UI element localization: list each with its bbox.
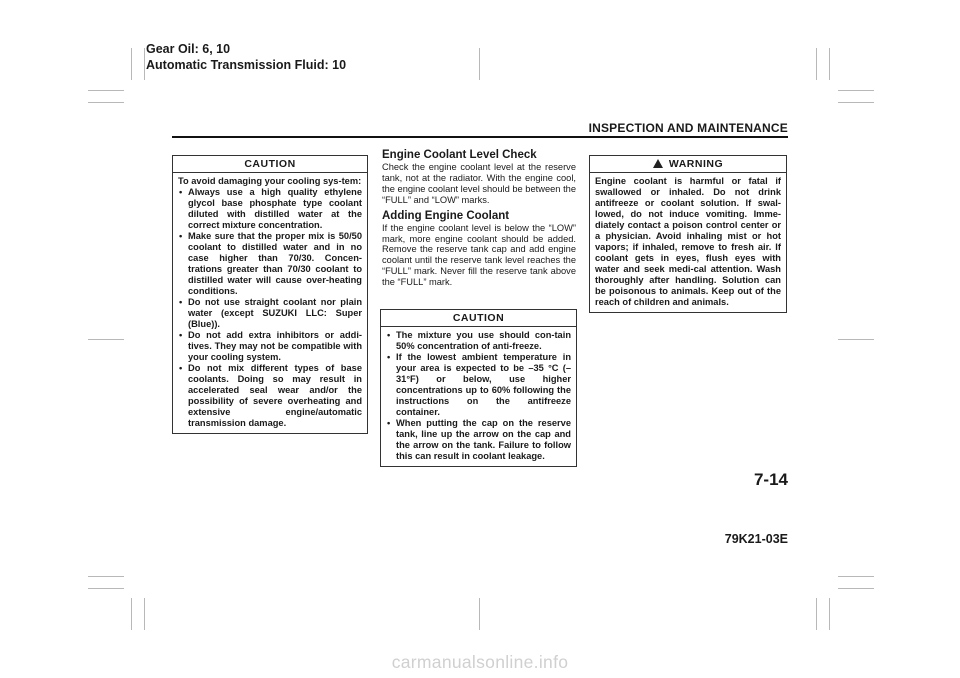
caution-heading: CAUTION xyxy=(173,156,367,173)
crop-mark xyxy=(829,48,830,80)
caution-item: • Make sure that the proper mix is 50/50 coolant to distilled water and in no case higher than 70/30. Concen-trations greater than 70/30 coolant to distilled water will cause over-heating conditions. xyxy=(178,231,362,297)
crop-mark xyxy=(144,598,145,630)
watermark: carmanualsonline.info xyxy=(391,652,569,672)
caution-item: • The mixture you use should con-tain 50% concentration of anti-freeze. xyxy=(386,330,571,352)
warning-heading: WARNING xyxy=(668,158,724,170)
caution-heading: CAUTION xyxy=(381,310,576,327)
caution-item: • Always use a high quality ethylene glycol base phosphate type coolant diluted with distilled water at the correct mixture concentration. xyxy=(178,187,362,231)
crop-mark xyxy=(88,576,124,577)
header-rule xyxy=(172,136,788,138)
page-number: 7-14 xyxy=(753,470,788,489)
crop-mark xyxy=(816,598,817,630)
section-heading: Adding Engine Coolant xyxy=(382,209,510,222)
crop-mark xyxy=(88,588,124,589)
caution-item: • Do not add extra inhibitors or addi-tives. They may not be compatible with your cooling system. xyxy=(178,330,362,363)
crop-mark xyxy=(479,48,480,80)
crop-mark xyxy=(838,90,874,91)
caution-box-left xyxy=(172,155,368,434)
header-note-line: Gear Oil: 6, 10 xyxy=(146,42,231,56)
crop-mark xyxy=(144,48,145,80)
paragraph: Check the engine coolant level at the reserve tank, not at the radiator. With the engine cool, the engine coolant level should be between the “FULL” and “LOW” marks. xyxy=(382,162,576,205)
crop-mark xyxy=(479,598,480,630)
crop-mark xyxy=(829,598,830,630)
crop-mark xyxy=(838,339,874,340)
caution-list xyxy=(178,187,362,429)
section-heading: Engine Coolant Level Check xyxy=(382,149,537,161)
crop-mark xyxy=(131,48,132,80)
caution-box-middle xyxy=(380,309,577,467)
caution-body xyxy=(173,173,367,433)
warning-box xyxy=(589,155,787,313)
caution-body xyxy=(381,327,576,466)
crop-mark xyxy=(838,588,874,589)
section-title: INSPECTION AND MAINTENANCE xyxy=(588,121,788,135)
crop-mark xyxy=(88,339,124,340)
middle-column xyxy=(382,149,576,288)
crop-mark xyxy=(838,102,874,103)
crop-mark xyxy=(838,576,874,577)
header-note-line: Automatic Transmission Fluid: 10 xyxy=(146,58,347,72)
paragraph: If the engine coolant level is below the “LOW” mark, more engine coolant should be added. Remove the reserve tank cap and add engine coolant until the reserve tank level reaches the “FULL” mark. Never fill the reserve tank above the “FULL” mark. xyxy=(382,222,576,288)
header-note xyxy=(146,41,346,73)
warning-triangle-icon xyxy=(653,159,663,168)
crop-mark xyxy=(816,48,817,80)
caution-item: • If the lowest ambient temperature in your area is expected to be –35 °C (–31°F) or below, use higher concentrations up to 60% following the instructions on the antifreeze container. xyxy=(386,352,571,418)
caution-intro: To avoid damaging your cooling sys-tem: xyxy=(178,176,362,186)
document-code: 79K21-03E xyxy=(724,532,788,546)
caution-item: • When putting the cap on the reserve tank, line up the arrow on the cap and the arrow on the tank. Failure to follow this can result in coolant leakage. xyxy=(386,418,571,462)
warning-header xyxy=(590,156,786,173)
warning-body: Engine coolant is harmful or fatal if swallowed or inhaled. Do not drink antifreeze or coolant solution. If swal-lowed, do not induce vomiting. Imme-diately contact a poison control center or a physician. Avoid inhaling mist or hot vapors; if inhaled, remove to fresh air. If coolant gets in eyes, flush eyes with water and seek medi-cal attention. Wash thoroughly after handling. Solution can be poisonous to animals. Keep out of the reach of children and animals. xyxy=(595,176,781,307)
caution-item: • Do not use straight coolant nor plain water (except SUZUKI LLC: Super (Blue)). xyxy=(178,297,362,330)
crop-mark xyxy=(131,598,132,630)
crop-mark xyxy=(88,90,124,91)
caution-item: • Do not mix different types of base coolants. Doing so may result in accelerated seal wear and/or the possibility of severe overheating and extensive engine/automatic transmission damage. xyxy=(178,363,362,429)
crop-mark xyxy=(88,102,124,103)
caution-list xyxy=(386,330,571,462)
